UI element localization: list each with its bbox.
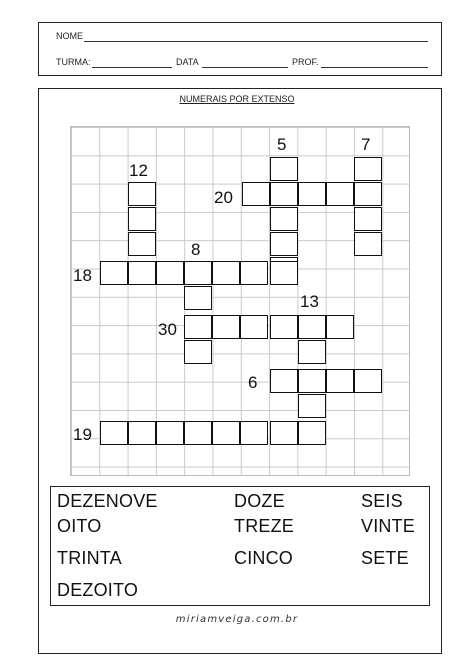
date-field[interactable] (202, 67, 288, 68)
worksheet-title: NUMERAIS POR EXTENSO (179, 94, 295, 104)
crossword-cell[interactable] (240, 261, 268, 285)
class-label: TURMA: (56, 57, 91, 67)
word-bank-item: CINCO (234, 548, 293, 568)
crossword-cell[interactable] (298, 421, 326, 445)
clue-number-20: 20 (214, 188, 233, 207)
word-bank-item: DEZOITO (57, 580, 139, 600)
word-bank-item: OITO (57, 516, 102, 536)
crossword-cell[interactable] (354, 157, 382, 181)
crossword-cell[interactable] (270, 261, 298, 285)
crossword-cell[interactable] (128, 421, 156, 445)
crossword-cell[interactable] (326, 369, 354, 393)
crossword-cell[interactable] (156, 261, 184, 285)
crossword-cell[interactable] (270, 421, 298, 445)
crossword-cell[interactable] (184, 315, 212, 339)
word-bank-item: DEZENOVE (57, 491, 158, 511)
crossword-cell[interactable] (270, 207, 298, 231)
teacher-label: PROF. (292, 57, 319, 67)
crossword-cell[interactable] (298, 340, 326, 364)
clue-number-6: 6 (248, 373, 258, 392)
crossword-cell[interactable] (298, 182, 326, 206)
crossword-cell[interactable] (156, 421, 184, 445)
date-label: DATA (176, 57, 199, 67)
crossword-cell[interactable] (128, 182, 156, 206)
footer-website: miriamveiga.com.br (175, 614, 299, 625)
crossword-cell[interactable] (100, 261, 128, 285)
word-bank-item: TREZE (234, 516, 295, 536)
word-bank-item: SEIS (361, 491, 403, 511)
crossword-cell[interactable] (212, 261, 240, 285)
crossword-cell[interactable] (128, 207, 156, 231)
crossword-cell[interactable] (184, 340, 212, 364)
name-field[interactable] (84, 41, 428, 42)
crossword-cell[interactable] (242, 182, 270, 206)
word-bank-item: TRINTA (57, 548, 122, 568)
crossword-cell[interactable] (326, 182, 354, 206)
clue-number-12: 12 (129, 161, 148, 180)
crossword-cell[interactable] (240, 315, 268, 339)
clue-number-30: 30 (158, 320, 177, 339)
class-field[interactable] (92, 67, 172, 68)
clue-number-7: 7 (361, 135, 371, 154)
clue-number-8: 8 (191, 240, 201, 259)
clue-number-18: 18 (73, 266, 92, 285)
crossword-cell[interactable] (270, 315, 298, 339)
crossword-cell[interactable] (100, 421, 128, 445)
crossword-cell[interactable] (184, 421, 212, 445)
clue-number-13: 13 (300, 292, 319, 311)
teacher-field[interactable] (321, 67, 428, 68)
crossword-cell[interactable] (128, 261, 156, 285)
crossword-cell[interactable] (298, 369, 326, 393)
crossword-cell[interactable] (354, 232, 382, 256)
crossword-cell[interactable] (354, 369, 382, 393)
name-label: NOME (56, 31, 83, 41)
crossword-cell[interactable] (270, 232, 298, 256)
crossword-cell[interactable] (270, 157, 298, 181)
crossword-cell[interactable] (298, 315, 326, 339)
word-bank-item: DOZE (234, 491, 285, 511)
crossword-cell[interactable] (212, 421, 240, 445)
crossword-cell[interactable] (128, 232, 156, 256)
word-bank-item: VINTE (361, 516, 416, 536)
crossword-cell[interactable] (184, 261, 212, 285)
crossword-cell[interactable] (240, 421, 268, 445)
crossword-cell[interactable] (326, 315, 354, 339)
crossword-cell[interactable] (212, 315, 240, 339)
word-bank-item: SETE (361, 548, 409, 568)
crossword-cell[interactable] (184, 286, 212, 310)
crossword-cell[interactable] (354, 207, 382, 231)
crossword-cell[interactable] (270, 369, 298, 393)
crossword-cell[interactable] (270, 182, 298, 206)
crossword-cell[interactable] (298, 394, 326, 418)
clue-number-5: 5 (277, 135, 287, 154)
clue-number-19: 19 (73, 425, 92, 444)
crossword-cell[interactable] (354, 182, 382, 206)
